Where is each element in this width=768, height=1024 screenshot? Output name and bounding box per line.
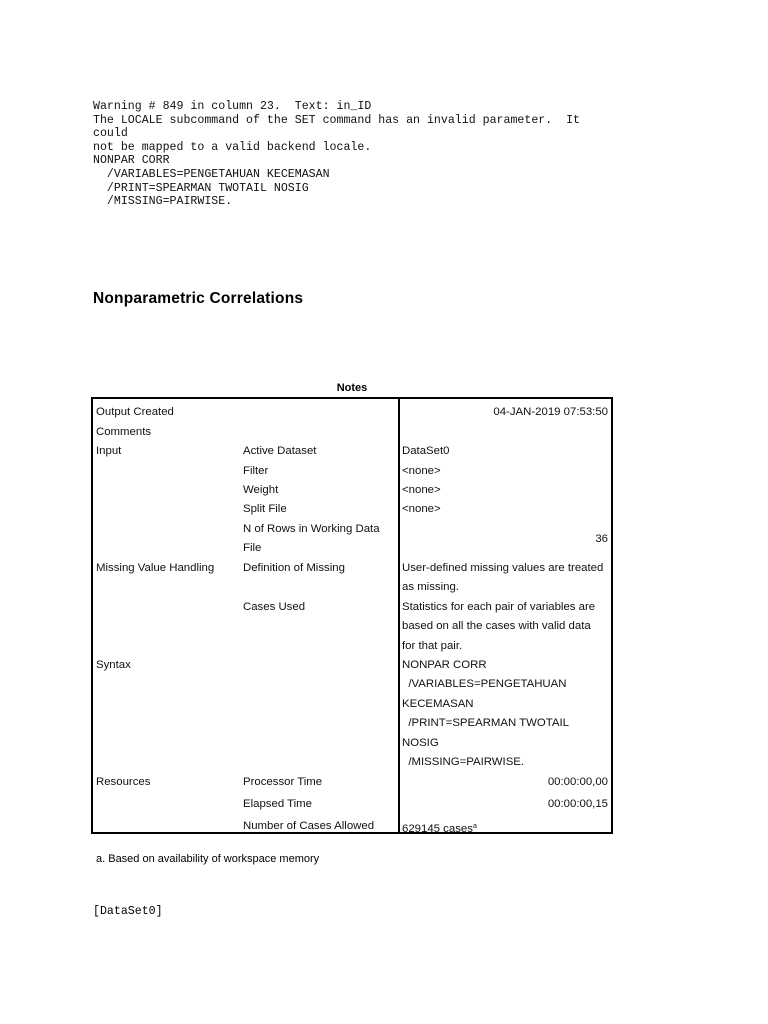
- dataset-tag: [DataSet0]: [93, 905, 163, 918]
- log-line: /MISSING=PAIRWISE.: [93, 195, 233, 209]
- log-line: not be mapped to a valid backend locale.: [93, 140, 372, 154]
- log-line: /VARIABLES=PENGETAHUAN KECEMASAN: [93, 167, 330, 181]
- log-line: /PRINT=SPEARMAN TWOTAIL NOSIG: [93, 181, 309, 195]
- split-file-label: Split File: [243, 503, 287, 515]
- syntax-line: NONPAR CORR: [402, 659, 487, 671]
- elapsed-time-label: Elapsed Time: [243, 798, 313, 810]
- syntax-line: /PRINT=SPEARMAN TWOTAIL: [402, 717, 569, 729]
- cases-used-line3: for that pair.: [402, 640, 463, 652]
- active-dataset-value: DataSet0: [402, 445, 450, 457]
- definition-of-missing-line1: User-defined missing values are treated: [402, 562, 604, 574]
- cases-used-line1: Statistics for each pair of variables are: [402, 601, 596, 613]
- notes-table-title: Notes: [336, 382, 368, 394]
- column-divider: [398, 399, 400, 832]
- weight-value: <none>: [402, 484, 441, 496]
- footnote-marker: a: [472, 823, 477, 830]
- cases-used-label: Cases Used: [243, 601, 306, 613]
- cases-allowed-label: Number of Cases Allowed: [243, 820, 375, 832]
- cases-allowed-value-cell: [402, 817, 477, 840]
- syntax-line: /MISSING=PAIRWISE.: [402, 756, 525, 768]
- syntax-line: KECEMASAN: [402, 698, 474, 710]
- active-dataset-label: Active Dataset: [243, 445, 317, 457]
- definition-of-missing-label: Definition of Missing: [243, 562, 345, 574]
- log-line: The LOCALE subcommand of the SET command has an invalid parameter. It: [93, 113, 581, 127]
- log-line: Warning # 849 in column 23. Text: in_ID: [93, 100, 372, 113]
- elapsed-time-value: 00:00:00,15: [547, 798, 608, 810]
- syntax-line: /VARIABLES=PENGETAHUAN: [402, 678, 567, 690]
- missing-value-handling-label: Missing Value Handling: [96, 562, 215, 574]
- filter-label: Filter: [243, 465, 269, 477]
- table-footnote: a. Based on availability of workspace memory: [96, 853, 320, 865]
- cases-used-line2: based on all the cases with valid data: [402, 620, 591, 632]
- comments-label: Comments: [96, 426, 152, 438]
- processor-time-value: 00:00:00,00: [547, 776, 608, 788]
- processor-time-label: Processor Time: [243, 776, 323, 788]
- definition-of-missing-line2: as missing.: [402, 581, 459, 593]
- cases-allowed-value: 629145 cases: [402, 823, 473, 835]
- log-line: could: [93, 127, 128, 141]
- syntax-label: Syntax: [96, 659, 131, 671]
- weight-label: Weight: [243, 484, 279, 496]
- syntax-line: NOSIG: [402, 737, 439, 749]
- resources-label: Resources: [96, 776, 151, 788]
- notes-table: [91, 397, 613, 834]
- filter-value: <none>: [402, 465, 441, 477]
- n-rows-value: 36: [595, 533, 608, 545]
- input-label: Input: [96, 445, 122, 457]
- output-created-label: Output Created: [96, 406, 174, 418]
- n-rows-label-line2: File: [243, 542, 262, 554]
- log-line: NONPAR CORR: [93, 154, 170, 168]
- split-file-value: <none>: [402, 503, 441, 515]
- output-created-value: 04-JAN-2019 07:53:50: [493, 406, 608, 418]
- n-rows-label-line1: N of Rows in Working Data: [243, 523, 380, 535]
- syntax-log: [93, 100, 580, 209]
- section-heading: Nonparametric Correlations: [93, 290, 304, 307]
